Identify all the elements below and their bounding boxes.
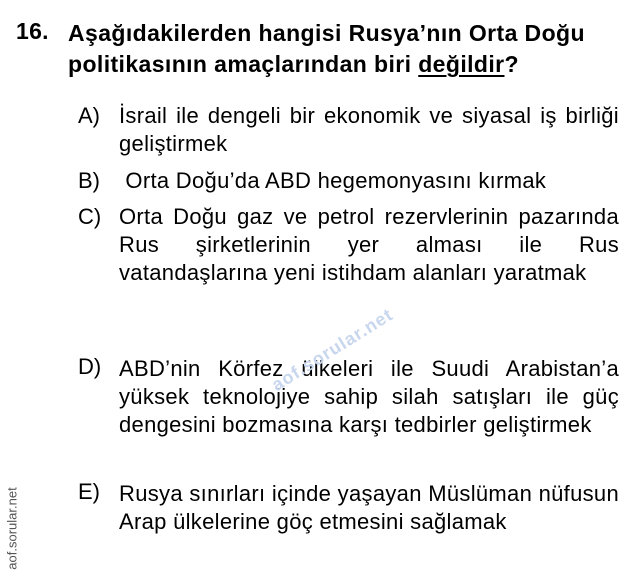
side-watermark-text: aof.sorular.net xyxy=(4,486,20,570)
option-text: İsrail ile dengeli bir ekonomik ve siyasal iş birliği geliştirmek xyxy=(119,103,619,156)
option-text: Orta Doğu gaz ve petrol rezervlerinin pazarında Rus şirketlerinin yer alması ile Rus vatandaşlarına yeni istihdam alanları yaratmak xyxy=(119,204,619,285)
option-letter: B) xyxy=(78,168,100,193)
side-watermark xyxy=(2,478,22,578)
diagonal-watermark: aof.sorular.net xyxy=(268,304,397,395)
option-letter: D) xyxy=(78,354,102,379)
option-letter: C) xyxy=(78,204,102,229)
option-letter: A) xyxy=(78,103,100,128)
negation-word: değildir xyxy=(418,51,505,77)
question-text-main: Aşağıdakilerden hangisi Rusya’nın Orta Doğu politikasının amaçlarından biri xyxy=(68,20,585,77)
question-mark: ? xyxy=(504,51,519,77)
option-text: ABD’nin Körfez ülkeleri ile Suudi Arabistan’a yüksek teknolojiye sahip silah satışları ile güç dengesini bozmasına karşı tedbirler geliştirmek xyxy=(119,356,619,437)
option-text: Orta Doğu’da ABD hegemonyasını kırmak xyxy=(119,168,547,193)
question-text xyxy=(68,18,628,80)
option-text: Rusya sınırları içinde yaşayan Müslüman nüfusun Arap ülkelerine göç etmesini sağlamak xyxy=(119,481,619,534)
question-number: 16. xyxy=(16,18,49,44)
option-letter: E) xyxy=(78,479,100,504)
